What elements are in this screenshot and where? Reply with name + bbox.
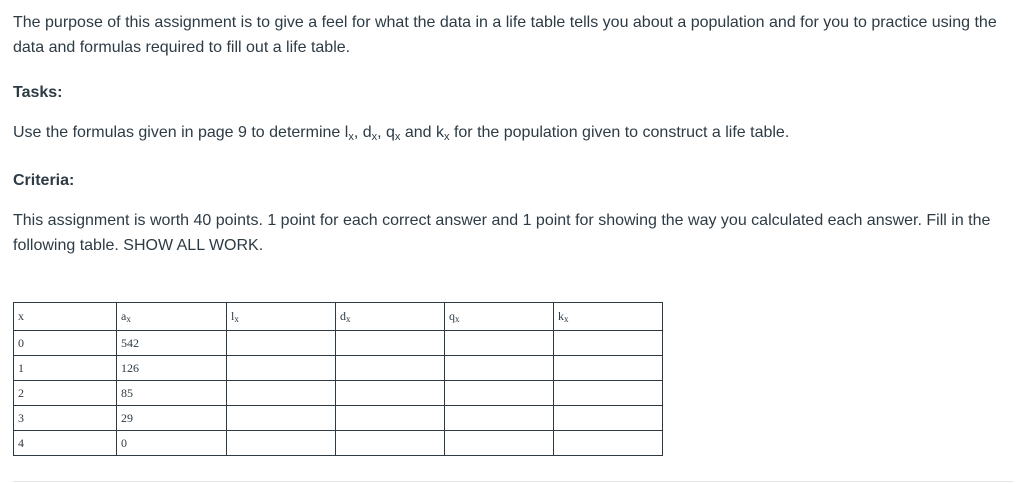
cell-x: 0 xyxy=(14,331,117,356)
var-d: d xyxy=(362,124,372,141)
sep-2: , xyxy=(377,124,386,141)
cell-dx[interactable] xyxy=(336,331,445,356)
cell-kx[interactable] xyxy=(554,331,663,356)
cell-kx[interactable] xyxy=(554,356,663,381)
var-q-sub: x xyxy=(394,131,401,143)
bottom-divider xyxy=(13,481,1013,482)
header-ax: ax xyxy=(117,303,227,331)
cell-dx[interactable] xyxy=(336,356,445,381)
header-x: x xyxy=(14,303,117,331)
cell-kx[interactable] xyxy=(554,431,663,456)
cell-qx[interactable] xyxy=(445,356,554,381)
cell-x: 3 xyxy=(14,406,117,431)
sep-1: , xyxy=(353,124,363,141)
cell-ax: 0 xyxy=(117,431,227,456)
cell-lx[interactable] xyxy=(227,356,336,381)
cell-lx[interactable] xyxy=(227,431,336,456)
table-row xyxy=(14,431,663,456)
criteria-paragraph: This assignment is worth 40 points. 1 point for each correct answer and 1 point for showing the way you calculated each answer. Fill in the following table. SHOW ALL WORK. xyxy=(13,212,991,254)
table-row xyxy=(14,381,663,406)
table-row xyxy=(14,331,663,356)
tasks-suffix: for the population given to construct a life table. xyxy=(449,124,790,141)
cell-lx[interactable] xyxy=(227,331,336,356)
cell-ax: 542 xyxy=(117,331,227,356)
header-dx: dx xyxy=(336,303,445,331)
sep-3: and xyxy=(400,124,436,141)
criteria-heading: Criteria: xyxy=(13,172,75,189)
cell-qx[interactable] xyxy=(445,431,554,456)
cell-qx[interactable] xyxy=(445,406,554,431)
var-k: k xyxy=(436,124,444,141)
table-row xyxy=(14,406,663,431)
life-table-head xyxy=(14,303,663,331)
table-header-row xyxy=(14,303,663,331)
table-row xyxy=(14,356,663,381)
header-qx: qx xyxy=(445,303,554,331)
cell-x: 4 xyxy=(14,431,117,456)
cell-kx[interactable] xyxy=(554,381,663,406)
header-lx: lx xyxy=(227,303,336,331)
tasks-paragraph xyxy=(13,120,789,147)
var-l: l xyxy=(344,124,349,141)
var-k-sub: x xyxy=(444,131,450,143)
cell-kx[interactable] xyxy=(554,406,663,431)
cell-ax: 85 xyxy=(117,381,227,406)
cell-dx[interactable] xyxy=(336,381,445,406)
cell-lx[interactable] xyxy=(227,406,336,431)
var-q: q xyxy=(386,124,395,141)
cell-qx[interactable] xyxy=(445,381,554,406)
cell-dx[interactable] xyxy=(336,431,445,456)
cell-lx[interactable] xyxy=(227,381,336,406)
tasks-prefix: Use the formulas given in page 9 to determine xyxy=(13,124,345,141)
life-table-body xyxy=(14,331,663,456)
cell-qx[interactable] xyxy=(445,331,554,356)
cell-x: 2 xyxy=(14,381,117,406)
var-l-sub: x xyxy=(348,131,354,143)
header-kx: kx xyxy=(554,303,663,331)
cell-x: 1 xyxy=(14,356,117,381)
cell-ax: 126 xyxy=(117,356,227,381)
cell-dx[interactable] xyxy=(336,406,445,431)
intro-paragraph: The purpose of this assignment is to give a feel for what the data in a life table tells you about a population and for you to practice using the data and formulas required to fill out a life table. xyxy=(13,14,997,56)
var-d-sub: x xyxy=(371,131,378,143)
cell-ax: 29 xyxy=(117,406,227,431)
tasks-heading: Tasks: xyxy=(13,84,63,101)
life-table xyxy=(13,302,663,456)
